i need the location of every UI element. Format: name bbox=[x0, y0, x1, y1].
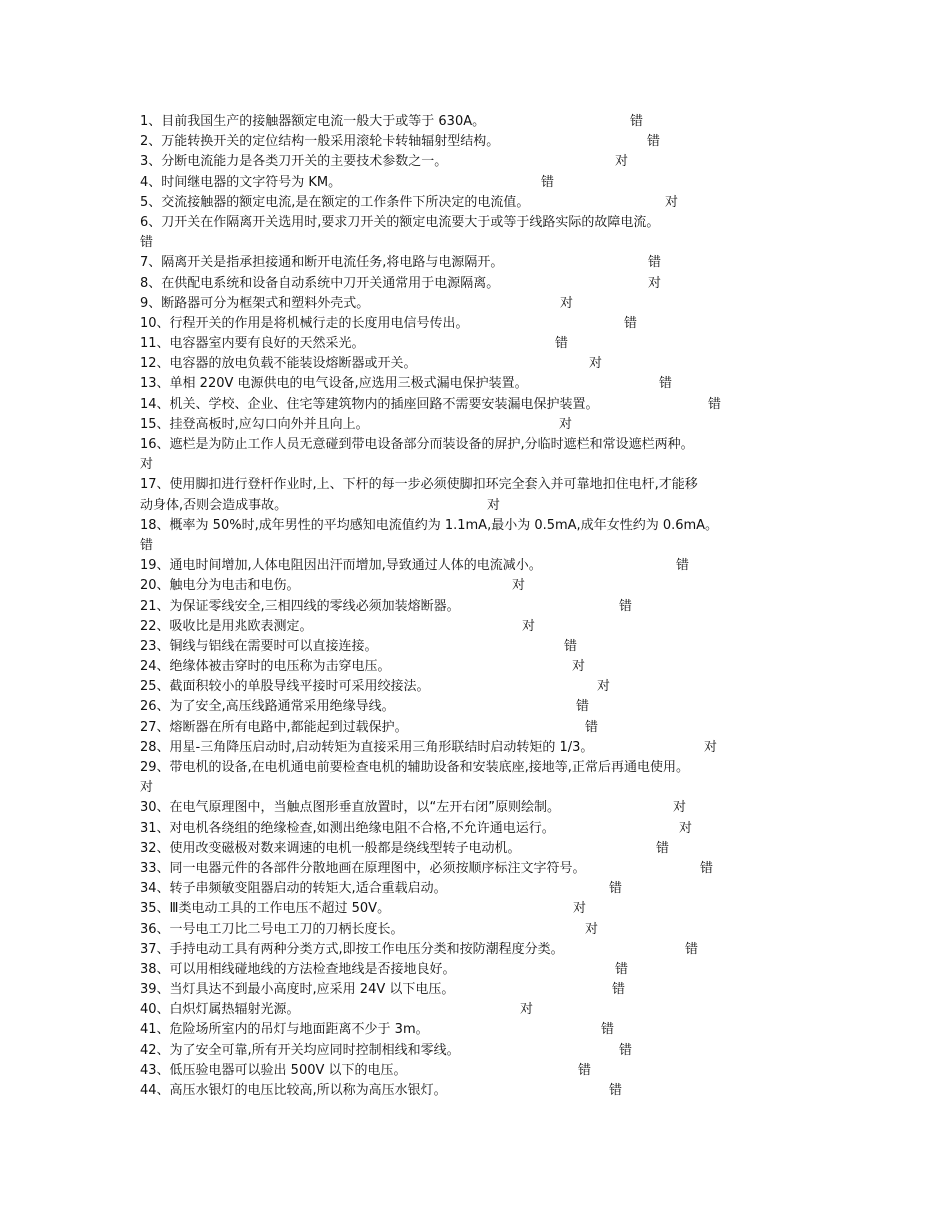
question-text: 4、时间继电器的文字符号为 KM。 bbox=[140, 174, 342, 190]
question-text: 24、绝缘体被击穿时的电压称为击穿电压。 bbox=[140, 659, 391, 675]
question-text: 44、高压水银灯的电压比较高,所以称为高压水银灯。 bbox=[140, 1083, 447, 1098]
answer-mark: 错 bbox=[659, 376, 673, 392]
question-line bbox=[140, 173, 820, 193]
question-text: 15、挂登高板时,应勾口向外并且向上。 bbox=[140, 416, 369, 432]
answer-mark: 对 bbox=[704, 739, 718, 755]
question-line bbox=[140, 354, 820, 374]
question-line bbox=[140, 556, 820, 576]
question-text: 38、可以用相线碰地线的方法检查地线是否接地良好。 bbox=[140, 961, 456, 977]
question-text: 7、隔离开关是指承担接通和断开电流任务,将电路与电源隔开。 bbox=[140, 255, 504, 271]
question-line bbox=[140, 1061, 820, 1081]
question-line bbox=[140, 1081, 820, 1101]
question-text: 18、概率为 50%时,成年男性的平均感知电流值约为 1.1mA,最小为 0.5mA,成年女性约为 0.6mA。 bbox=[140, 517, 719, 533]
question-text: 30、在电气原理图中，当触点图形垂直放置时，以“左开右闭”原则绘制。 bbox=[140, 800, 561, 816]
question-line bbox=[140, 1020, 820, 1040]
question-text: 1、目前我国生产的接触器额定电流一般大于或等于 630A。 bbox=[140, 114, 486, 129]
answer-mark: 对 bbox=[615, 154, 629, 170]
question-text: 12、电容器的放电负载不能装设熔断器或开关。 bbox=[140, 356, 417, 372]
answer-mark: 错 bbox=[564, 638, 578, 654]
answer-mark: 错 bbox=[708, 396, 722, 412]
question-text: 5、交流接触器的额定电流,是在额定的工作条件下所决定的电流值。 bbox=[140, 194, 530, 210]
answer-mark: 对 bbox=[597, 679, 611, 695]
question-text: 2、万能转换开关的定位结构一般采用滚轮卡转轴辐射型结构。 bbox=[140, 134, 500, 150]
question-line bbox=[140, 597, 820, 617]
question-line bbox=[140, 899, 820, 919]
question-line bbox=[140, 920, 820, 940]
question-line bbox=[140, 374, 820, 394]
answer-mark: 错 bbox=[555, 336, 569, 352]
answer-mark: 错 bbox=[619, 598, 633, 614]
question-text: 41、危险场所室内的吊灯与地面距离不少于 3m。 bbox=[140, 1022, 429, 1038]
question-text: 25、截面积较小的单股导线平接时可采用绞接法。 bbox=[140, 679, 430, 695]
question-line bbox=[140, 576, 820, 596]
answer-mark: 对 bbox=[140, 780, 154, 796]
answer-mark: 对 bbox=[673, 800, 687, 816]
question-line bbox=[140, 274, 820, 294]
question-text: 31、对电机各绕组的绝缘检查,如测出绝缘电阻不合格,不允许通电运行。 bbox=[140, 820, 555, 836]
question-text: 22、吸收比是用兆欧表测定。 bbox=[140, 618, 313, 634]
answer-mark: 错 bbox=[578, 1062, 592, 1078]
answer-mark: 错 bbox=[624, 315, 638, 331]
question-line bbox=[140, 677, 820, 697]
question-text: 34、转子串频敏变阻器启动的转矩大,适合重载启动。 bbox=[140, 881, 447, 897]
answer-mark: 对 bbox=[572, 659, 586, 675]
question-text: 23、铜线与铝线在需要时可以直接连接。 bbox=[140, 638, 378, 654]
answer-mark: 错 bbox=[656, 840, 670, 856]
question-line bbox=[140, 1000, 820, 1020]
answer-mark: 对 bbox=[512, 578, 526, 594]
question-text: 10、行程开关的作用是将机械行走的长度用电信号传出。 bbox=[140, 315, 469, 331]
question-text: 6、刀开关在作隔离开关选用时,要求刀开关的额定电流要大于或等于线路实际的故障电流。 bbox=[140, 214, 660, 230]
question-text: 19、通电时间增加,人体电阻因出汗而增加,导致通过人体的电流减小。 bbox=[140, 558, 542, 574]
question-text: 14、机关、学校、企业、住宅等建筑物内的插座回路不需要安装漏电保护装置。 bbox=[140, 396, 599, 412]
question-line bbox=[140, 879, 820, 899]
answer-mark: 错 bbox=[140, 537, 154, 553]
question-text: 11、电容器室内要有良好的天然采光。 bbox=[140, 336, 365, 352]
answer-mark: 对 bbox=[679, 820, 693, 836]
answer-mark: 对 bbox=[585, 921, 599, 937]
question-line bbox=[140, 637, 820, 657]
question-text-continued: 动身体,否则会造成事故。 对 bbox=[140, 496, 820, 516]
question-list bbox=[140, 112, 820, 1101]
answer-mark: 错 bbox=[647, 134, 661, 150]
answer-mark: 对 bbox=[648, 275, 662, 291]
answer-mark: 错 bbox=[676, 558, 690, 574]
question-text: 42、为了安全可靠,所有开关均应同时控制相线和零线。 bbox=[140, 1042, 460, 1058]
question-line bbox=[140, 839, 820, 859]
answer-mark: 错 bbox=[648, 255, 662, 271]
answer-mark: 错 bbox=[585, 719, 599, 735]
question-line bbox=[140, 819, 820, 839]
question-text: 39、当灯具达不到最小高度时,应采用 24V 以下电压。 bbox=[140, 982, 455, 998]
question-text: 43、低压验电器可以验出 500V 以下的电压。 bbox=[140, 1062, 407, 1078]
question-line bbox=[140, 718, 820, 738]
question-line bbox=[140, 334, 820, 354]
answer-mark: 对 bbox=[487, 497, 501, 513]
answer-mark: 错 bbox=[630, 114, 644, 129]
question-line bbox=[140, 940, 820, 960]
question-line bbox=[140, 314, 820, 334]
question-text: 17、使用脚扣进行登杆作业时,上、下杆的每一步必须使脚扣环完全套入并可靠地扣住电杆,才能移 bbox=[140, 477, 698, 493]
answer-mark: 错 bbox=[612, 982, 626, 998]
question-line bbox=[140, 112, 820, 132]
answer-mark: 对 bbox=[560, 295, 574, 311]
question-text: 3、分断电流能力是各类刀开关的主要技术参数之一。 bbox=[140, 154, 448, 170]
question-line bbox=[140, 798, 820, 818]
answer-mark: 对 bbox=[522, 618, 536, 634]
question-line bbox=[140, 1041, 820, 1061]
question-line bbox=[140, 697, 820, 717]
answer-mark: 错 bbox=[685, 941, 699, 957]
answer-mark: 对 bbox=[589, 356, 603, 372]
question-line bbox=[140, 738, 820, 758]
answer-mark: 错 bbox=[700, 860, 714, 876]
answer-mark: 错 bbox=[576, 699, 590, 715]
answer-mark: 错 bbox=[619, 1042, 633, 1058]
question-text: 32、使用改变磁极对数来调速的电机一般都是绕线型转子电动机。 bbox=[140, 840, 521, 856]
question-line bbox=[140, 152, 820, 172]
question-line bbox=[140, 253, 820, 273]
question-text: 21、为保证零线安全,三相四线的零线必须加装熔断器。 bbox=[140, 598, 460, 614]
question-line bbox=[140, 395, 820, 415]
answer-mark: 错 bbox=[615, 961, 629, 977]
question-text: 40、白炽灯属热辐射光源。 bbox=[140, 1002, 300, 1018]
question-line bbox=[140, 193, 820, 213]
answer-mark: 错 bbox=[609, 1083, 623, 1098]
answer-mark: 对 bbox=[665, 194, 679, 210]
answer-mark: 对 bbox=[573, 901, 587, 917]
question-line bbox=[140, 132, 820, 152]
answer-mark: 对 bbox=[559, 416, 573, 432]
question-text: 20、触电分为电击和电伤。 bbox=[140, 578, 300, 594]
question-text: 37、手持电动工具有两种分类方式,即按工作电压分类和按防潮程度分类。 bbox=[140, 941, 564, 957]
question-text: 8、在供配电系统和设备自动系统中刀开关通常用于电源隔离。 bbox=[140, 275, 500, 291]
answer-mark: 错 bbox=[609, 881, 623, 897]
question-text: 35、Ⅲ类电动工具的工作电压不超过 50V。 bbox=[140, 901, 391, 917]
answer-mark: 错 bbox=[140, 235, 154, 251]
question-text: 29、带电机的设备,在电机通电前要检查电机的辅助设备和安装底座,接地等,正常后再通电使用。 bbox=[140, 760, 689, 775]
question-line bbox=[140, 617, 820, 637]
question-text: 9、断路器可分为框架式和塑料外壳式。 bbox=[140, 295, 370, 311]
answer-mark: 对 bbox=[140, 457, 154, 473]
question-line bbox=[140, 415, 820, 435]
question-line bbox=[140, 960, 820, 980]
answer-mark: 对 bbox=[520, 1002, 534, 1018]
question-text: 16、遮栏是为防止工作人员无意碰到带电设备部分而装设备的屏护,分临时遮栏和常设遮栏两种。 bbox=[140, 437, 694, 452]
answer-mark: 错 bbox=[541, 174, 555, 190]
question-line bbox=[140, 980, 820, 1000]
question-line bbox=[140, 294, 820, 314]
answer-mark: 错 bbox=[601, 1022, 615, 1038]
question-text: 13、单相 220V 电源供电的电气设备,应选用三极式漏电保护装置。 bbox=[140, 376, 528, 392]
question-line bbox=[140, 859, 820, 879]
question-text: 27、熔断器在所有电路中,都能起到过载保护。 bbox=[140, 719, 408, 735]
question-line bbox=[140, 657, 820, 677]
question-text: 26、为了安全,高压线路通常采用绝缘导线。 bbox=[140, 699, 395, 715]
question-text: 36、一号电工刀比二号电工刀的刀柄长度长。 bbox=[140, 921, 404, 937]
question-text: 28、用星-三角降压启动时,启动转矩为直接采用三角形联结时启动转矩的 1/3。 bbox=[140, 739, 594, 755]
question-text: 33、同一电器元件的各部件分散地画在原理图中，必须按顺序标注文字符号。 bbox=[140, 860, 586, 876]
